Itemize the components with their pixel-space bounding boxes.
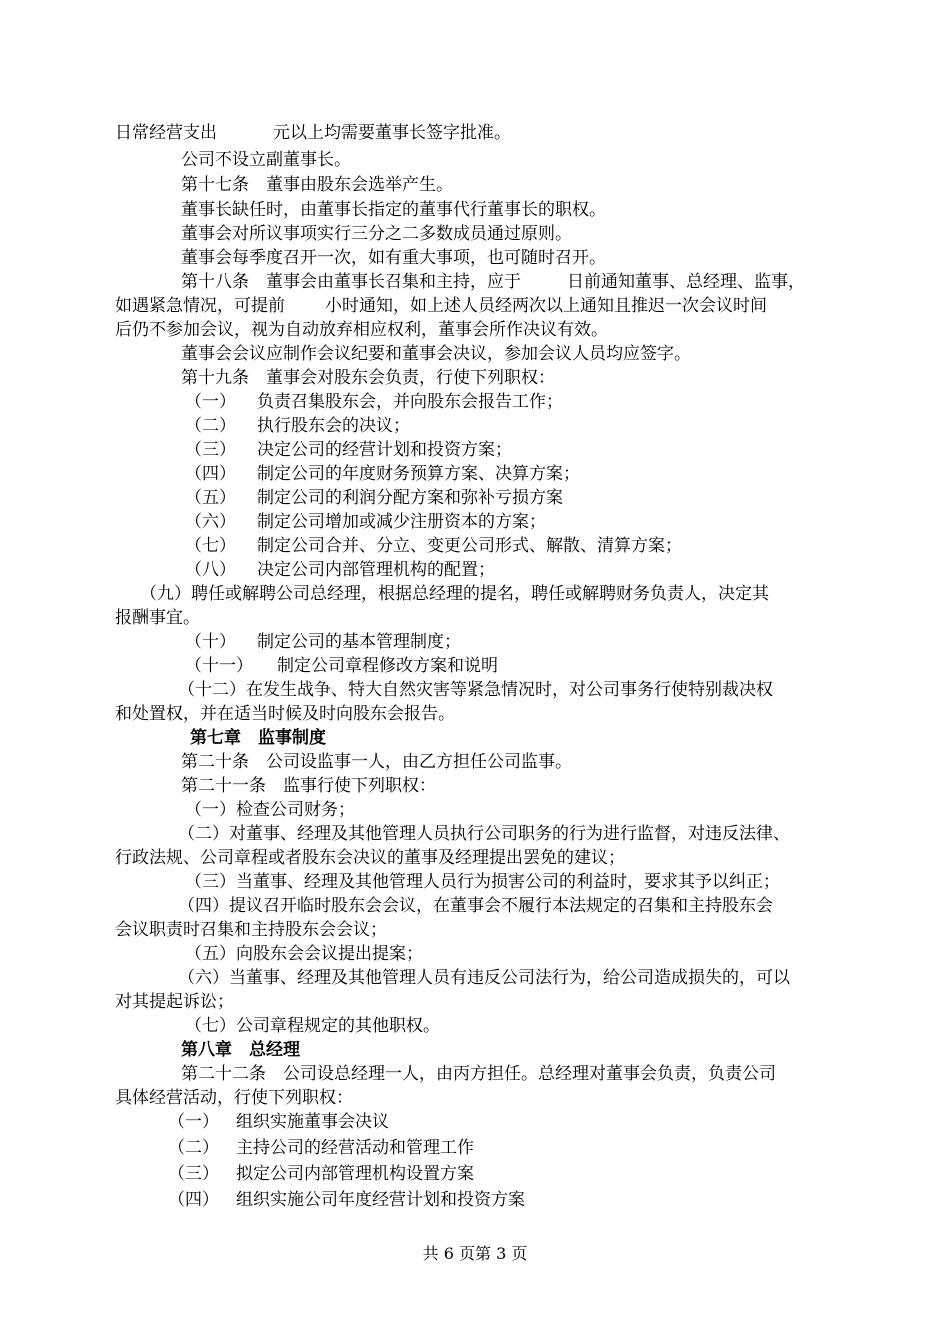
item-text: 组织实施公司年度经营计划和投资方案 — [236, 1190, 525, 1210]
list-item — [168, 1136, 893, 1160]
text-line: （二）对董事、经理及其他管理人员执行公司职务的行为进行监督，对违反法律、 — [178, 824, 790, 844]
list-item: （一）检查公司财务； — [185, 800, 355, 820]
text-line: 第二十二条 公司设总经理一人，由丙方担任。总经理对董事会负责，负责公司 — [181, 1064, 776, 1084]
text-line: 董事会会议应制作会议纪要和董事会决议，参加会议人员均应签字。 — [181, 344, 691, 364]
text-line: （六）当董事、经理及其他管理人员有违反公司法行为，给公司造成损失的，可以 — [178, 968, 790, 988]
item-text: 决定公司的经营计划和投资方案； — [257, 440, 512, 460]
text-segment: 日常经营支出 — [115, 123, 217, 143]
item-number: （三） — [185, 440, 236, 460]
list-item — [185, 654, 910, 678]
item-text: 主持公司的经营活动和管理工作 — [236, 1138, 474, 1158]
list-item — [168, 1110, 893, 1134]
text-line — [115, 294, 840, 318]
item-number: （十一） — [185, 656, 253, 676]
chapter-heading: 第七章 监事制度 — [190, 728, 326, 748]
item-number: （一） — [168, 1112, 219, 1132]
list-item — [168, 1162, 893, 1186]
item-text: 执行股东会的决议； — [257, 416, 410, 436]
list-item — [185, 510, 910, 534]
item-text: 制定公司的利润分配方案和弥补亏损方案 — [257, 488, 563, 508]
item-text: 制定公司章程修改方案和说明 — [277, 656, 498, 676]
list-item — [168, 1188, 893, 1212]
chapter-heading: 第八章 总经理 — [181, 1040, 300, 1060]
text-line: （四）提议召开临时股东会会议，在董事会不履行本法规定的召集和主持股东会 — [178, 896, 773, 916]
text-line: （十二）在发生战争、特大自然灾害等紧急情况时，对公司事务行使特别裁决权 — [178, 680, 773, 700]
item-text: 制定公司增加或减少注册资本的方案； — [257, 512, 546, 532]
item-number: （三） — [168, 1164, 219, 1184]
list-item — [185, 558, 910, 582]
text-segment: 元以上均需要董事长签字批准。 — [273, 123, 511, 143]
list-item: （五）向股东会会议提出提案； — [185, 944, 423, 964]
list-item — [185, 462, 910, 486]
text-line: 后仍不参加会议，视为自动放弃相应权利，董事会所作决议有效。 — [115, 320, 608, 340]
text-line: 会议职责时召集和主持股东会会议； — [115, 920, 387, 940]
text-line: 具体经营活动，行使下列职权： — [115, 1088, 353, 1108]
page-footer: 共 6 页第 3 页 — [422, 1244, 528, 1263]
item-number: （六） — [185, 512, 236, 532]
item-number: （八） — [185, 560, 236, 580]
list-item — [185, 630, 910, 654]
item-number: （四） — [168, 1190, 219, 1210]
text-line: 董事会每季度召开一次，如有重大事项，也可随时召开。 — [181, 248, 606, 268]
text-line — [181, 270, 906, 294]
list-item — [185, 414, 910, 438]
item-text: 决定公司内部管理机构的配置； — [257, 560, 495, 580]
item-text: 制定公司的基本管理制度； — [257, 632, 461, 652]
text-segment: 如遇紧急情况，可提前 — [115, 296, 285, 316]
item-number: （二） — [185, 416, 236, 436]
text-line: 董事长缺任时，由董事长指定的董事代行董事长的职权。 — [181, 200, 606, 220]
item-number: （二） — [168, 1138, 219, 1158]
text-line: 和处置权，并在适当时候及时向股东会报告。 — [115, 704, 455, 724]
text-line: 对其提起诉讼； — [115, 992, 234, 1012]
list-item — [185, 486, 910, 510]
list-item — [185, 534, 910, 558]
item-number: （四） — [185, 464, 236, 484]
item-number: （十） — [185, 632, 236, 652]
item-text: 制定公司的年度财务预算方案、决算方案； — [257, 464, 580, 484]
text-line: 第二十条 公司设监事一人，由乙方担任公司监事。 — [181, 752, 572, 772]
item-text: 制定公司合并、分立、变更公司形式、解散、清算方案； — [257, 536, 682, 556]
text-line: 行政法规、公司章程或者股东会决议的董事及经理提出罢免的建议； — [115, 848, 625, 868]
item-text: 拟定公司内部管理机构设置方案 — [236, 1164, 474, 1184]
list-item — [185, 438, 910, 462]
item-number: （一） — [185, 392, 236, 412]
text-segment: 小时通知，如上述人员经两次以上通知且推迟一次会议时间 — [325, 296, 767, 316]
text-line: 公司不设立副董事长。 — [181, 150, 351, 170]
text-line: 第二十一条 监事行使下列职权： — [181, 776, 436, 796]
text-line: 第十七条 董事由股东会选举产生。 — [181, 175, 453, 195]
text-segment: 第十八条 董事会由董事长召集和主持，应于 — [181, 272, 521, 292]
text-line: 第十九条 董事会对股东会负责，行使下列职权： — [181, 368, 555, 388]
text-line: 董事会对所议事项实行三分之二多数成员通过原则。 — [181, 224, 572, 244]
text-line: （三）当董事、经理及其他管理人员行为损害公司的利益时，要求其予以纠正； — [185, 872, 780, 892]
item-number: （五） — [185, 488, 236, 508]
item-number: （七） — [185, 536, 236, 556]
text-line: 报酬事宜。 — [115, 608, 200, 628]
text-line — [115, 121, 840, 145]
list-item — [185, 390, 910, 414]
list-item: （七）公司章程规定的其他职权。 — [185, 1016, 440, 1036]
item-text: 负责召集股东会，并向股东会报告工作； — [257, 392, 563, 412]
item-text: 组织实施董事会决议 — [236, 1112, 389, 1132]
text-line: （九）聘任或解聘公司总经理，根据总经理的提名，聘任或解聘财务负责人，决定其 — [140, 584, 769, 604]
text-segment: 日前通知董事、总经理、监事， — [567, 272, 805, 292]
